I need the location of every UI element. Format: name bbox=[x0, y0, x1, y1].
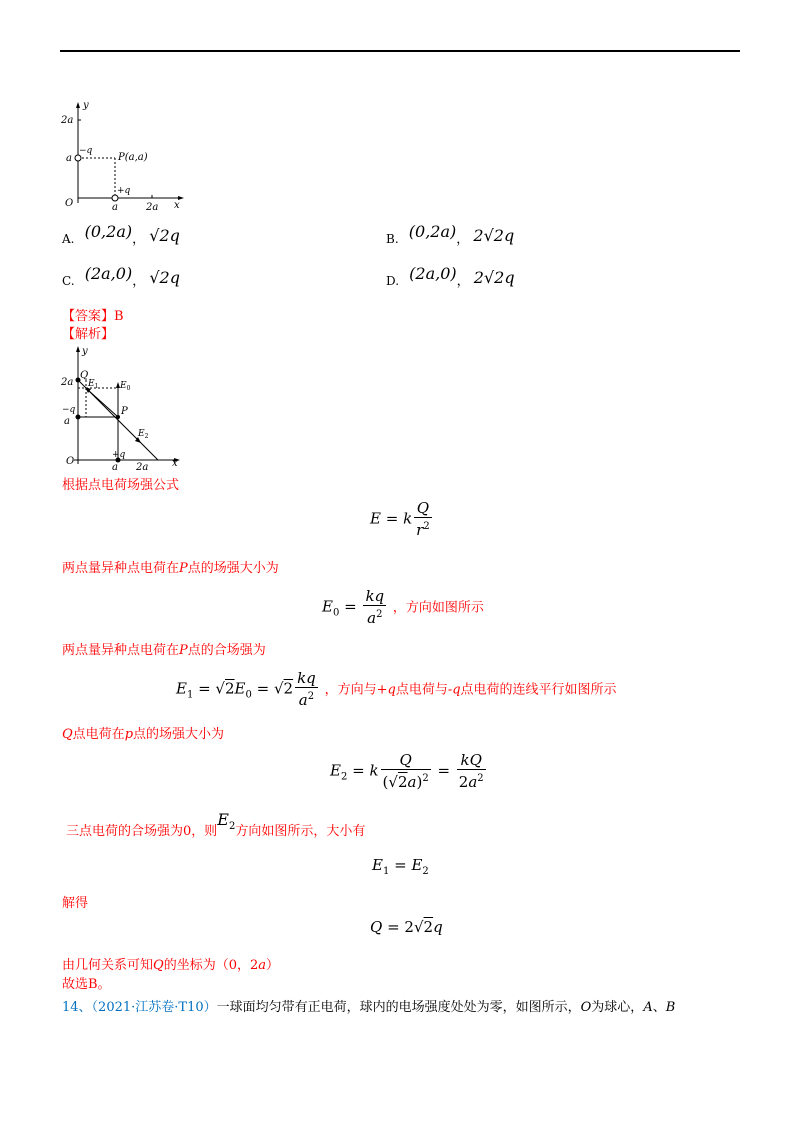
equation-E0: $E_0$ = $\frac{kq}{a^2}$ ，方向如图所示 bbox=[322, 587, 484, 627]
label-Q: Q bbox=[80, 370, 89, 381]
solution-line6: 解得 bbox=[62, 896, 89, 911]
header-rule bbox=[60, 50, 740, 52]
label-y: y bbox=[82, 346, 88, 357]
label-neg-q: −q bbox=[62, 405, 76, 415]
equation-E1-equals-E2: $E_1 = E_2$ bbox=[372, 856, 429, 877]
label-pos-q: +q bbox=[112, 450, 126, 460]
analysis-heading: 【解析】 bbox=[62, 327, 115, 342]
solution-line8: 故选B。 bbox=[62, 977, 111, 992]
label-a-x: a bbox=[112, 202, 118, 213]
option-b-letter: B. bbox=[386, 232, 399, 246]
option-d-coord: (2a,0) bbox=[409, 264, 457, 283]
label-P: P bbox=[121, 406, 128, 417]
label-origin: O bbox=[66, 456, 75, 467]
option-c-coord: (2a,0) bbox=[84, 264, 133, 283]
solution-line3: 两点量异种点电荷在P点的合场强为 bbox=[62, 643, 266, 658]
option-d-letter: D. bbox=[386, 274, 400, 288]
y-axis-arrow bbox=[76, 346, 80, 352]
option-d-sep: ， bbox=[456, 274, 470, 289]
label-a-y: a bbox=[66, 153, 72, 164]
option-d-charge: 2√2q bbox=[473, 268, 515, 287]
option-a-sep: ， bbox=[132, 232, 146, 247]
label-P: P(a,a) bbox=[118, 152, 148, 163]
equation-E2: $E_2 = k$ $\frac{Q}{(√2a)^2}$ = $\frac{kQ}{2a^2}$ bbox=[330, 751, 484, 791]
y-axis-arrow bbox=[76, 102, 80, 108]
label-E0: $E_0$ bbox=[120, 381, 131, 392]
E1-vector bbox=[88, 390, 118, 417]
point-P bbox=[116, 415, 120, 419]
solution-figure bbox=[58, 342, 188, 472]
label-neg-q: −q bbox=[79, 146, 93, 156]
label-2a-y: 2a bbox=[61, 377, 74, 388]
label-a-x: a bbox=[112, 462, 118, 472]
question-source: （2021·江苏卷·T10） bbox=[91, 1000, 217, 1015]
option-a-letter: A. bbox=[62, 232, 75, 246]
solution-line5: 三点电荷的合场强为0，则$E_2$方向如图所示，大小有 bbox=[66, 810, 366, 839]
option-a-coord: (0,2a) bbox=[84, 222, 133, 241]
answer-line: 【答案】B bbox=[62, 309, 124, 324]
option-c-letter: C. bbox=[62, 274, 75, 288]
option-c-charge: √2q bbox=[149, 268, 180, 287]
charge-neg-q bbox=[76, 415, 81, 420]
option-b[interactable] bbox=[386, 222, 515, 248]
option-b-charge: 2√2q bbox=[473, 226, 515, 245]
solution-line2: 两点量异种点电荷在P点的场强大小为 bbox=[62, 561, 279, 576]
label-2a-x: 2a bbox=[146, 202, 159, 213]
question-number: 14、 bbox=[62, 1000, 92, 1015]
equation-coulomb: E = k $\frac{Q}{r^2}$ bbox=[370, 499, 430, 539]
option-c[interactable] bbox=[62, 264, 180, 290]
option-c-sep: ， bbox=[132, 274, 146, 289]
option-b-coord: (0,2a) bbox=[408, 222, 457, 241]
label-pos-q: +q bbox=[117, 186, 131, 196]
label-2a-y: 2a bbox=[61, 115, 74, 126]
solution-line1: 根据点电荷场强公式 bbox=[62, 478, 180, 493]
label-E1: $E_1$ bbox=[88, 379, 99, 390]
option-a[interactable] bbox=[62, 222, 180, 248]
label-y: y bbox=[83, 100, 89, 111]
option-d[interactable] bbox=[386, 264, 515, 290]
label-a-y: a bbox=[64, 416, 70, 427]
label-x: x bbox=[174, 200, 180, 211]
label-2a-x: 2a bbox=[136, 462, 149, 472]
label-E2: $E_2$ bbox=[138, 429, 149, 440]
label-origin: O bbox=[65, 198, 74, 209]
next-question: 14、（2021·江苏卷·T10）一球面均匀带有正电荷，球内的电场强度处处为零，如图所示，O为球心，A、B bbox=[62, 1000, 676, 1015]
label-x: x bbox=[172, 458, 178, 469]
solution-line4: Q点电荷在p点的场强大小为 bbox=[62, 727, 225, 742]
equation-E1: $E_1 = √2E_0 = √2$ $\frac{kq}{a^2}$ ，方向与+q点电荷与-q点电荷的连线平行如图所示 bbox=[176, 669, 617, 709]
solution-line7: 由几何关系可知Q的坐标为（0，2a） bbox=[62, 958, 280, 973]
equation-Q: Q = 2√2q bbox=[370, 918, 443, 936]
question-figure bbox=[58, 98, 198, 214]
option-b-sep: ， bbox=[456, 232, 470, 247]
option-a-charge: √2q bbox=[149, 226, 180, 245]
